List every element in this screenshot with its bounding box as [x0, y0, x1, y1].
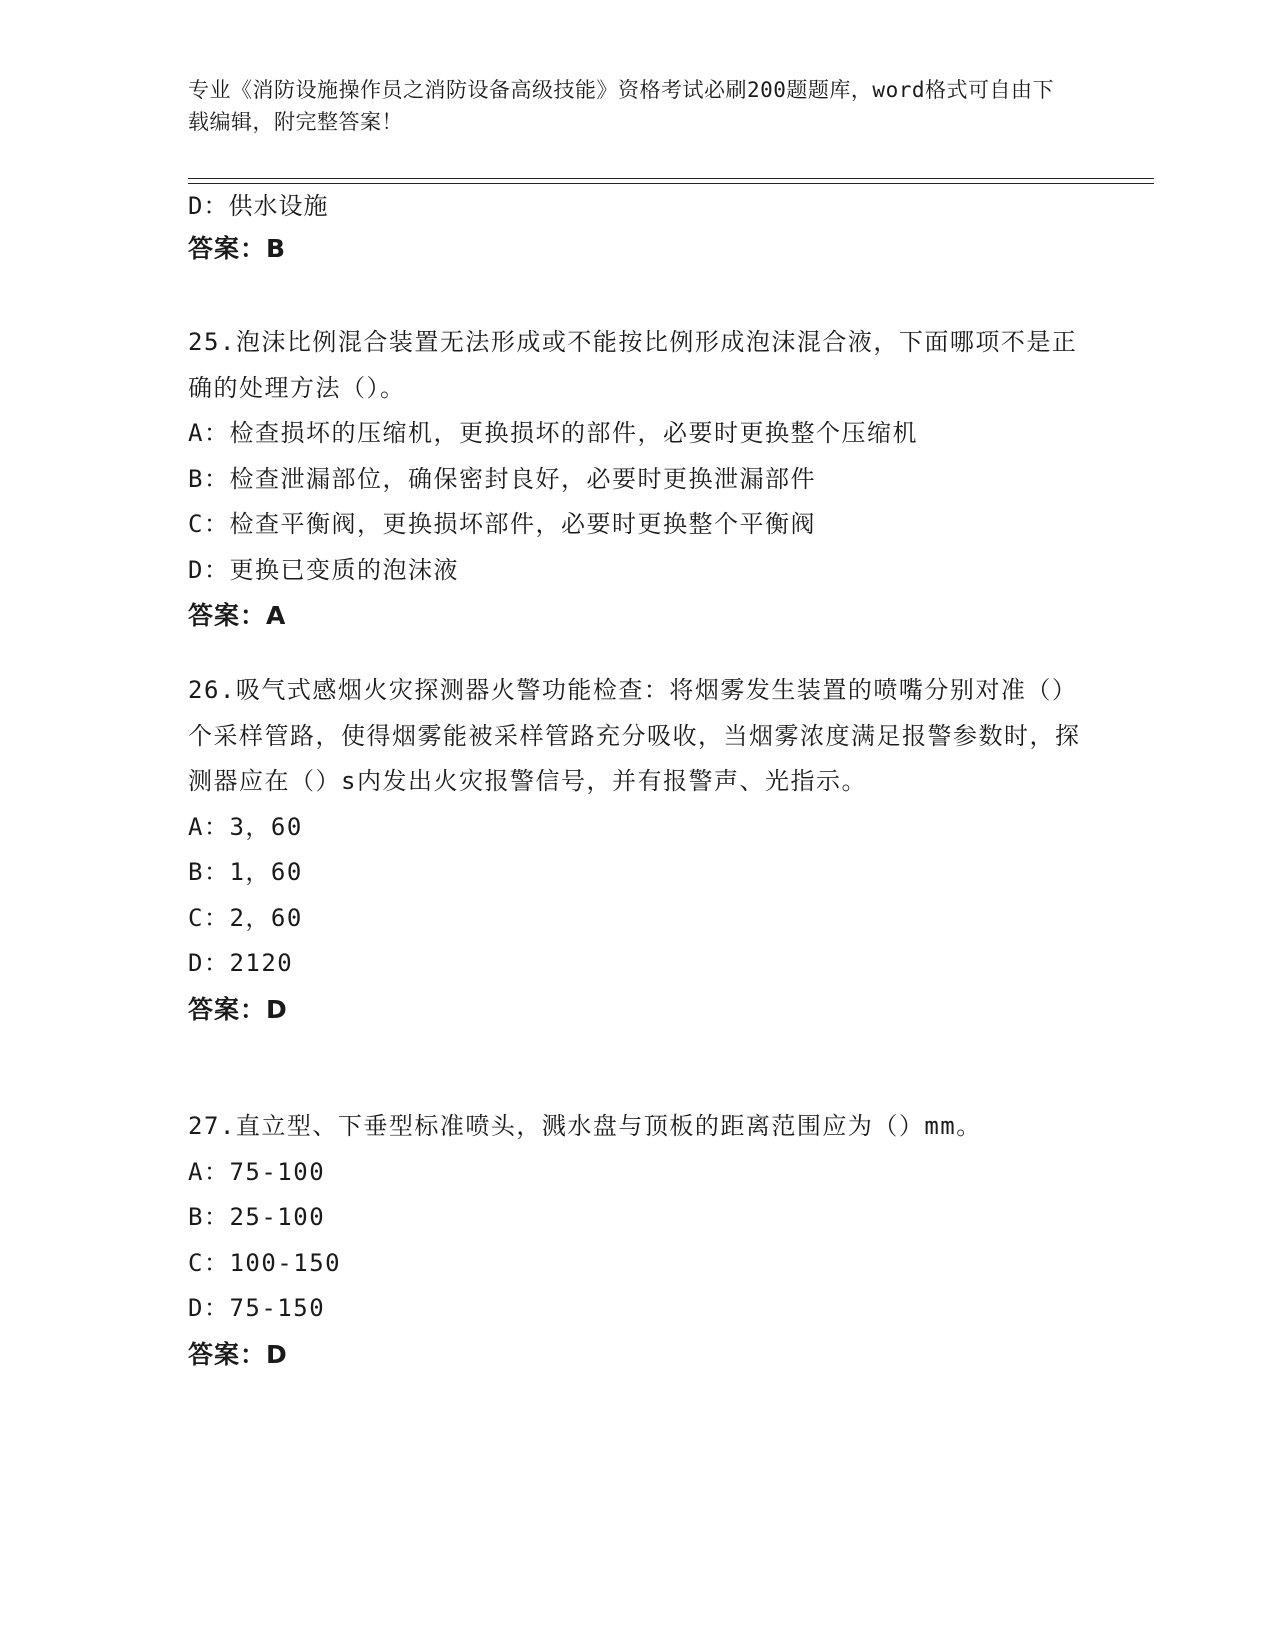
option-d: D：更换已变质的泡沫液 [188, 555, 459, 584]
question-25 [188, 320, 1088, 639]
document-header: 专业《消防设施操作员之消防设备高级技能》资格考试必刷200题题库，word格式可自由下载编辑，附完整答案！ [188, 78, 1054, 134]
question-27 [188, 1104, 1088, 1377]
question-answer: 答案：A [188, 601, 287, 630]
question-26 [188, 668, 1088, 1032]
option-d: D：2120 [188, 949, 294, 977]
question-stem: 26.吸气式感烟火灾探测器火警功能检查：将烟雾发生装置的喷嘴分别对准（）个采样管路，使得烟雾能被采样管路充分吸收，当烟雾浓度满足报警参数时，探测器应在（）s内发出火灾报警信号，并有报警声、光指示。 [188, 676, 1081, 795]
previous-answer: 答案：B [188, 234, 287, 263]
question-answer: 答案：D [188, 994, 288, 1024]
option-a: A：3，60 [188, 812, 303, 841]
option-c: C：检查平衡阀，更换损坏部件，必要时更换整个平衡阀 [188, 510, 816, 538]
option-d: D：75-150 [188, 1294, 326, 1322]
previous-option-d: D：供水设施 [188, 192, 329, 220]
header-divider-top [188, 178, 1154, 179]
option-b: B：1，60 [188, 858, 303, 886]
question-stem: 27.直立型、下垂型标准喷头，溅水盘与顶板的距离范围应为（）mm。 [188, 1112, 982, 1140]
question-stem: 25.泡沫比例混合装置无法形成或不能按比例形成泡沫混合液，下面哪项不是正确的处理方法（）。 [188, 328, 1078, 402]
header-divider-bottom [188, 183, 1154, 184]
option-c: C：2，60 [188, 903, 303, 932]
option-a: A：检查损坏的压缩机，更换损坏的部件，必要时更换整个压缩机 [188, 419, 918, 447]
option-b: B：25-100 [188, 1203, 326, 1231]
option-b: B：检查泄漏部位，确保密封良好，必要时更换泄漏部件 [188, 464, 816, 493]
question-answer: 答案：D [188, 1339, 288, 1369]
option-a: A：75-100 [188, 1157, 326, 1186]
option-c: C：100-150 [188, 1248, 342, 1277]
